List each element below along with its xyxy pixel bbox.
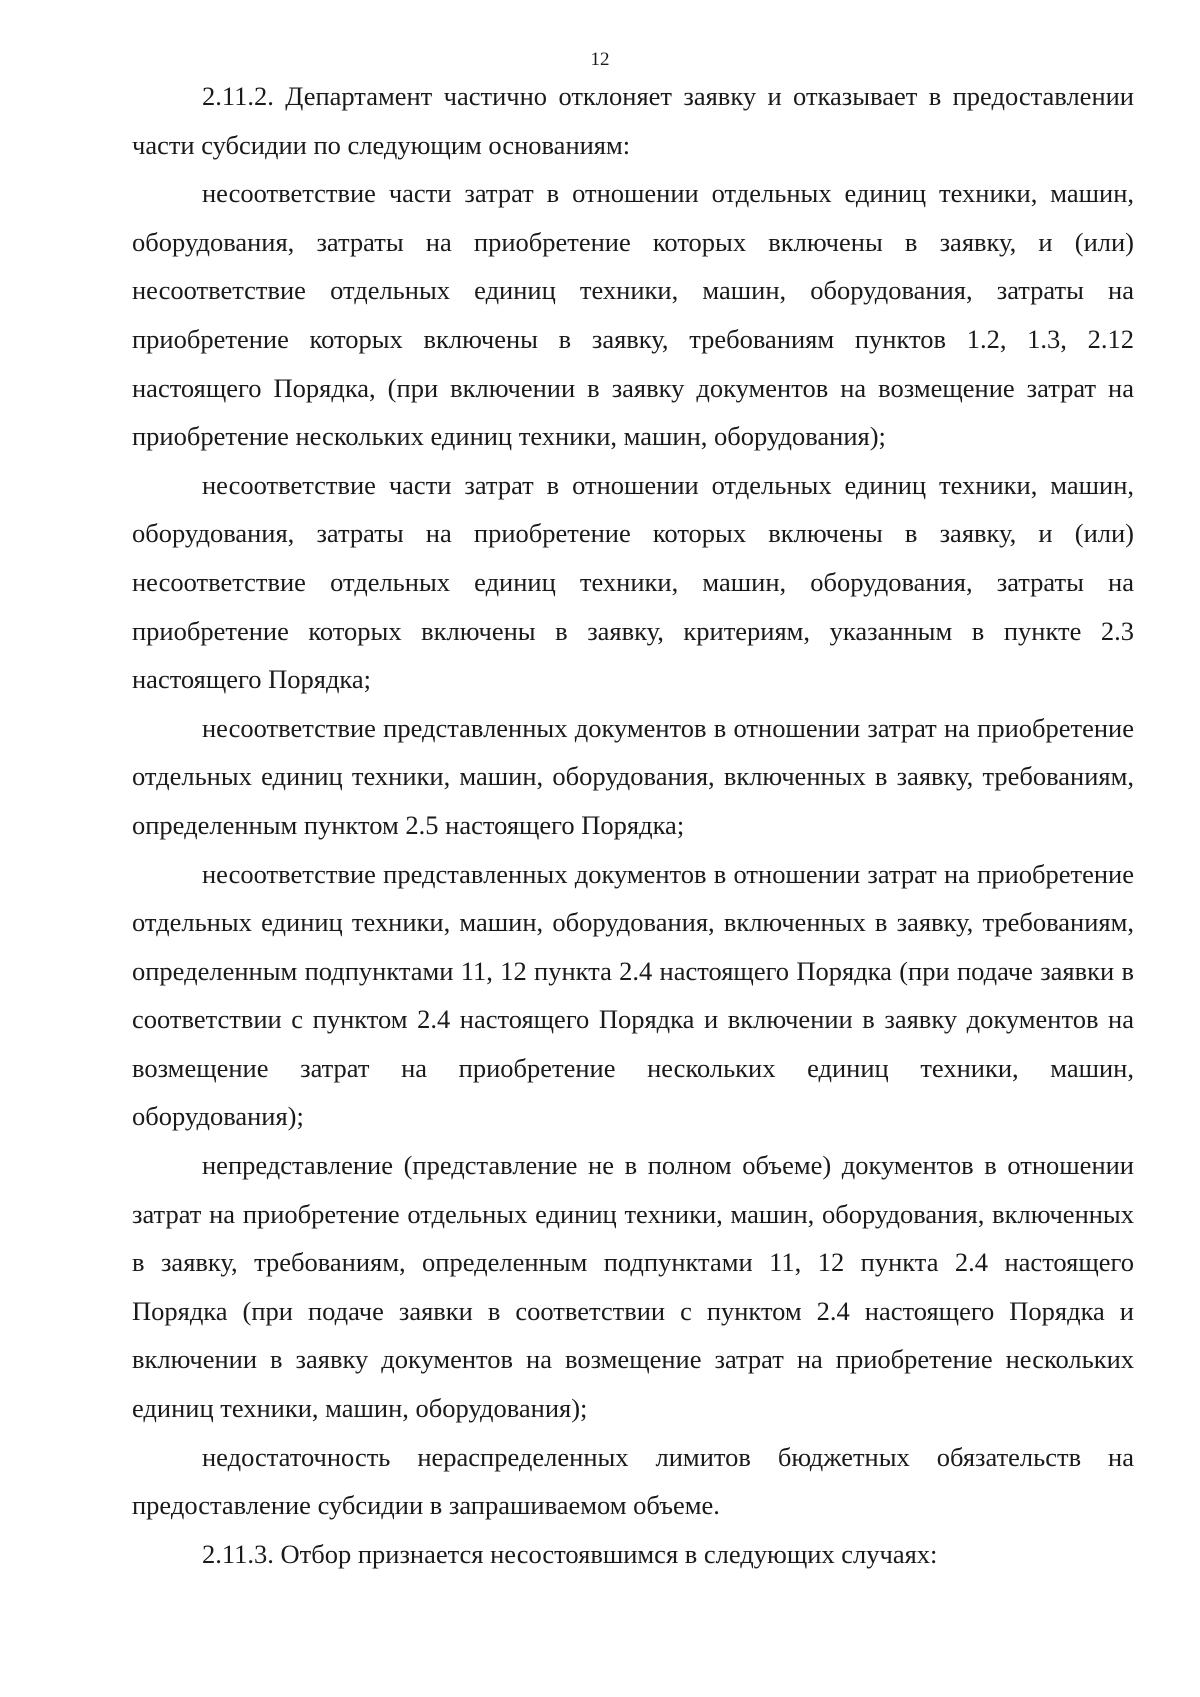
paragraph-ground-documents-subitems-11-12: несоответствие представленных документов в отношении затрат на приобретение отдельных единиц техники, машин, оборудования, включенных в заявку, требованиям, определенным подпунктами 11, 12 пункта 2.4 настоящего Порядка (при подаче заявки в соответствии с пунктом 2.4 настоящего Порядка и включении в заявку документов на возмещение затрат на приобретение нескольких единиц техники, машин, оборудования); (132, 858, 1134, 1132)
paragraph-ground-documents-not-submitted: непредставление (представление не в полном объеме) документов в отношении затрат на приобретение отдельных единиц техники, машин, оборудования, включенных в заявку, требованиям, определенным подпунктами 11, 12 пункта 2.4 настоящего Порядка (при подаче заявки в соответствии с пунктом 2.4 настоящего Порядка и включении в заявку документов на возмещение затрат на приобретение нескольких единиц техники, машин, оборудования); (132, 1150, 1134, 1424)
document-body (132, 72, 1134, 1578)
page-number: 12 (590, 49, 610, 70)
paragraph-ground-cost-mismatch-requirements: несоответствие части затрат в отношении отдельных единиц техники, машин, оборудования, затраты на приобретение которых включены в заявку, и (или) несоответствие отдельных единиц техники, машин, оборудования, затраты на приобретение которых включены в заявку, требованиям пунктов 1.2, 1.3, 2.12 настоящего Порядка, (при включении в заявку документов на возмещение затрат на приобретение нескольких единиц техники, машин, оборудования); (132, 178, 1134, 452)
paragraph-ground-insufficient-limits: недостаточность нераспределенных лимитов бюджетных обязательств на предоставление субсидии в запрашиваемом объеме. (132, 1441, 1134, 1521)
paragraph-2-11-3: 2.11.3. Отбор признается несостоявшимся в следующих случаях: (202, 1538, 938, 1569)
paragraph-ground-cost-mismatch-criteria: несоответствие части затрат в отношении отдельных единиц техники, машин, оборудования, затраты на приобретение которых включены в заявку, и (или) несоответствие отдельных единиц техники, машин, оборудования, затраты на приобретение которых включены в заявку, критериям, указанным в пункте 2.3 настоящего Порядка; (132, 469, 1134, 695)
paragraph-ground-documents-item-2-5: несоответствие представленных документов в отношении затрат на приобретение отдельных единиц техники, машин, оборудования, включенных в заявку, требованиям, определенным пунктом 2.5 настоящего Порядка; (132, 712, 1134, 840)
paragraph-2-11-2: 2.11.2. Департамент частично отклоняет заявку и отказывает в предоставлении части субсидии по следующим основаниям: (132, 81, 1134, 160)
